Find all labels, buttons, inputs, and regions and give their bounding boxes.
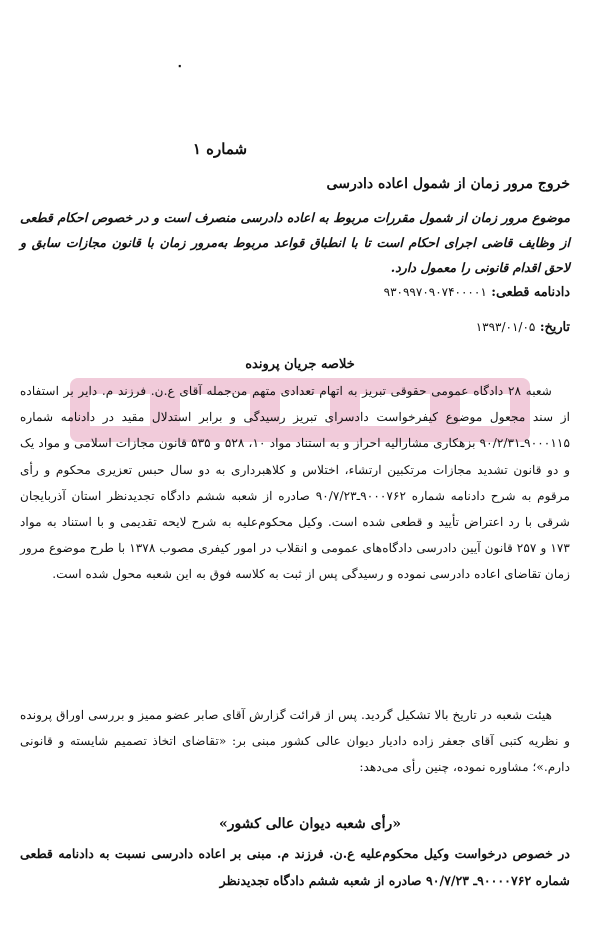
verdict-number-value: ۹۳۰۹۹۷۰۹۰۷۴۰۰۰۰۱ — [383, 285, 487, 299]
case-summary-paragraph-2: هیئت شعبه در تاریخ بالا تشکیل گردید. پس از قرائت گزارش آقای صابر عضو ممیز و بررسی اوراق پرونده و نظریه کتبی آقای جعفر زاده دادیار دیوان عالی کشور مبنی بر: «تقاضای اتخاذ تصمیم شایسته و قانونی دارم.»؛ مشاوره نموده، چنین رأی می‌دهد: — [20, 708, 570, 775]
verdict-title: «رأی شعبه دیوان عالی کشور» — [218, 816, 402, 832]
case-number-title: شماره ۱ — [192, 140, 248, 158]
verdict-number-line — [170, 285, 570, 300]
case-headnote: موضوع مرور زمان از شمول مقررات مربوط به اعاده دادرسی منصرف است و در خصوص احکام قطعی از وظایف قاضی اجرای احکام است تا با انطباق قواعد مربوط به‌مرور زمان با قانون مجازات سابق و لاحق اقدام قانونی را معمول دارد. — [20, 210, 570, 275]
case-summary-title: خلاصه جریان پرونده — [245, 357, 355, 372]
verdict-number-label: دادنامه قطعی: — [491, 285, 570, 300]
case-summary-paragraph-1: شعبه ۲۸ دادگاه عمومی حقوقی تبریز به اتهام تعدادی متهم من‌جمله آقای ع.ن. فرزند م. دایر بر استفاده از سند مجعول موضوع کیفرخواست دادسرای تبریز رسیدگی و برابر استدلال مقید در دادنامه شماره ۹۰۰۰۱۱۵ـ۹۰/۲/۳۱ بزهکاری مشارالیه احراز و به استناد مواد ۱۰، ۵۲۸ و ۵۳۵ قانون مجازات اسلامی و مواد یک و دو قانون تشدید مجازات مرتکبین ارتشاء، اختلاس و کلاهبرداری به دو سال حبس تعزیری محکوم و رأی مرقوم به شرح دادنامه شماره ۹۰۰۰۷۶۲ـ۹۰/۷/۲۳ صادره از شعبه ششم دادگاه تجدیدنظر استان آذربایجان شرقی با رد اعتراض تأیید و قطعی شده است. وکیل محکوم‌علیه به شرح لایحه تقدیمی و با استناد به مواد ۱۷۳ و ۲۵۷ قانون آیین دادرسی دادگاه‌های عمومی و انقلاب در امور کیفری مصوب ۱۳۷۸ با طرح موضوع مرور زمان تقاضای اعاده دادرسی نموده و رسیدگی پس از ثبت به کلاسه فوق به این شعبه محول شده است. — [20, 384, 571, 582]
date-line — [170, 320, 570, 335]
date-value: ۱۳۹۳/۰۱/۰۵ — [475, 320, 536, 334]
date-label: تاریخ: — [539, 320, 570, 335]
page-mark: ۰ — [176, 58, 184, 74]
verdict-text: در خصوص درخواست وکیل محکوم‌علیه ع.ن. فرزند م. مبنی بر اعاده دادرسی نسبت به دادنامه قطعی شماره ۹۰۰۰۰۷۶۲ـ ۹۰/۷/۲۳ صادره از شعبه ششم دادگاه تجدیدنظر — [20, 846, 570, 888]
case-main-title: خروج مرور زمان از شمول اعاده دادرسی — [326, 176, 570, 192]
